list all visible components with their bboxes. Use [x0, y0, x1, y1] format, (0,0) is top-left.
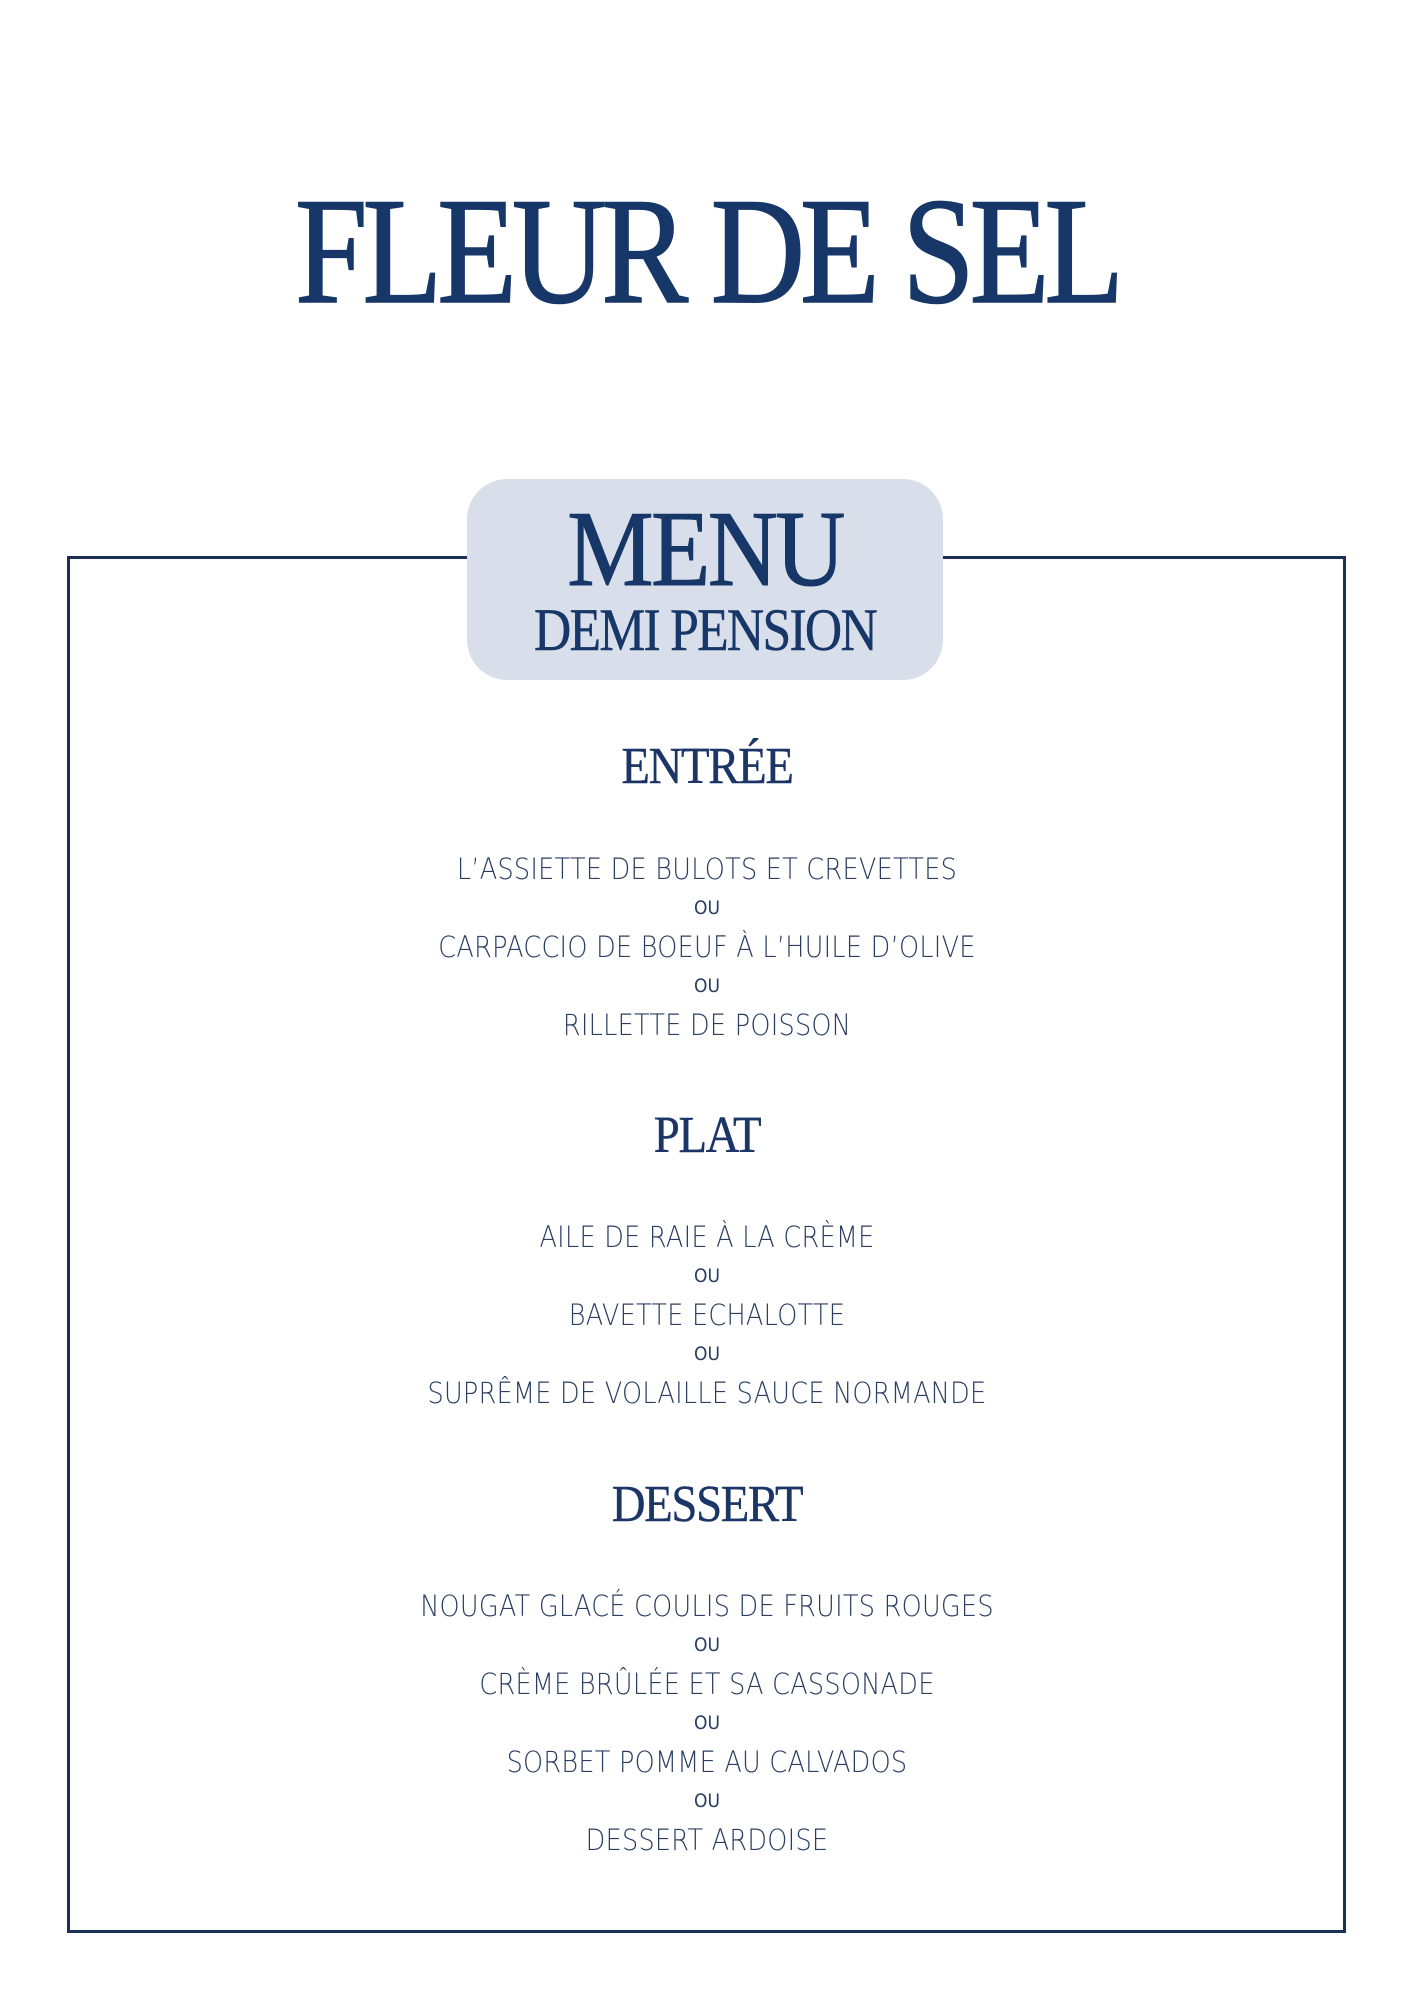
section-heading-dessert: DESSERT [611, 1476, 803, 1533]
dessert-items [0, 1587, 1414, 1859]
menu-badge [467, 479, 943, 680]
or-separator: OU [694, 897, 720, 919]
section-dessert [0, 1475, 1414, 1859]
plat-items [0, 1218, 1414, 1412]
section-heading-entree: ENTRÉE [621, 738, 793, 795]
or-separator: OU [694, 1712, 720, 1734]
dish-item: SUPRÊME DE VOLAILLE SAUCE NORMANDE [427, 1376, 987, 1410]
section-heading-plat: PLAT [653, 1107, 761, 1164]
or-separator: OU [694, 1343, 720, 1365]
dish-item: RILLETTE DE POISSON [562, 1008, 852, 1042]
or-separator: OU [694, 1634, 720, 1656]
dish-item: CRÈME BRÛLÉE ET SA CASSONADE [479, 1667, 935, 1701]
dish-item: SORBET POMME AU CALVADOS [506, 1745, 908, 1779]
menu-title: MENU [567, 490, 843, 609]
dish-item: L’ASSIETTE DE BULOTS ET CREVETTES [456, 852, 958, 886]
restaurant-name: FLEUR DE SEL [294, 167, 1120, 335]
dish-item: CARPACCIO DE BOEUF À L’HUILE D’OLIVE [438, 930, 976, 964]
dish-item: AILE DE RAIE À LA CRÈME [539, 1220, 875, 1254]
or-separator: OU [694, 1265, 720, 1287]
section-plat [0, 1106, 1414, 1412]
section-entree [0, 737, 1414, 1044]
entree-items [0, 850, 1414, 1044]
dish-item: BAVETTE ECHALOTTE [568, 1298, 846, 1332]
dish-item: NOUGAT GLACÉ COULIS DE FRUITS ROUGES [420, 1589, 994, 1623]
dish-item: DESSERT ARDOISE [585, 1823, 829, 1857]
menu-subtitle: DEMI PENSION [533, 597, 876, 663]
or-separator: OU [694, 1790, 720, 1812]
or-separator: OU [694, 975, 720, 997]
